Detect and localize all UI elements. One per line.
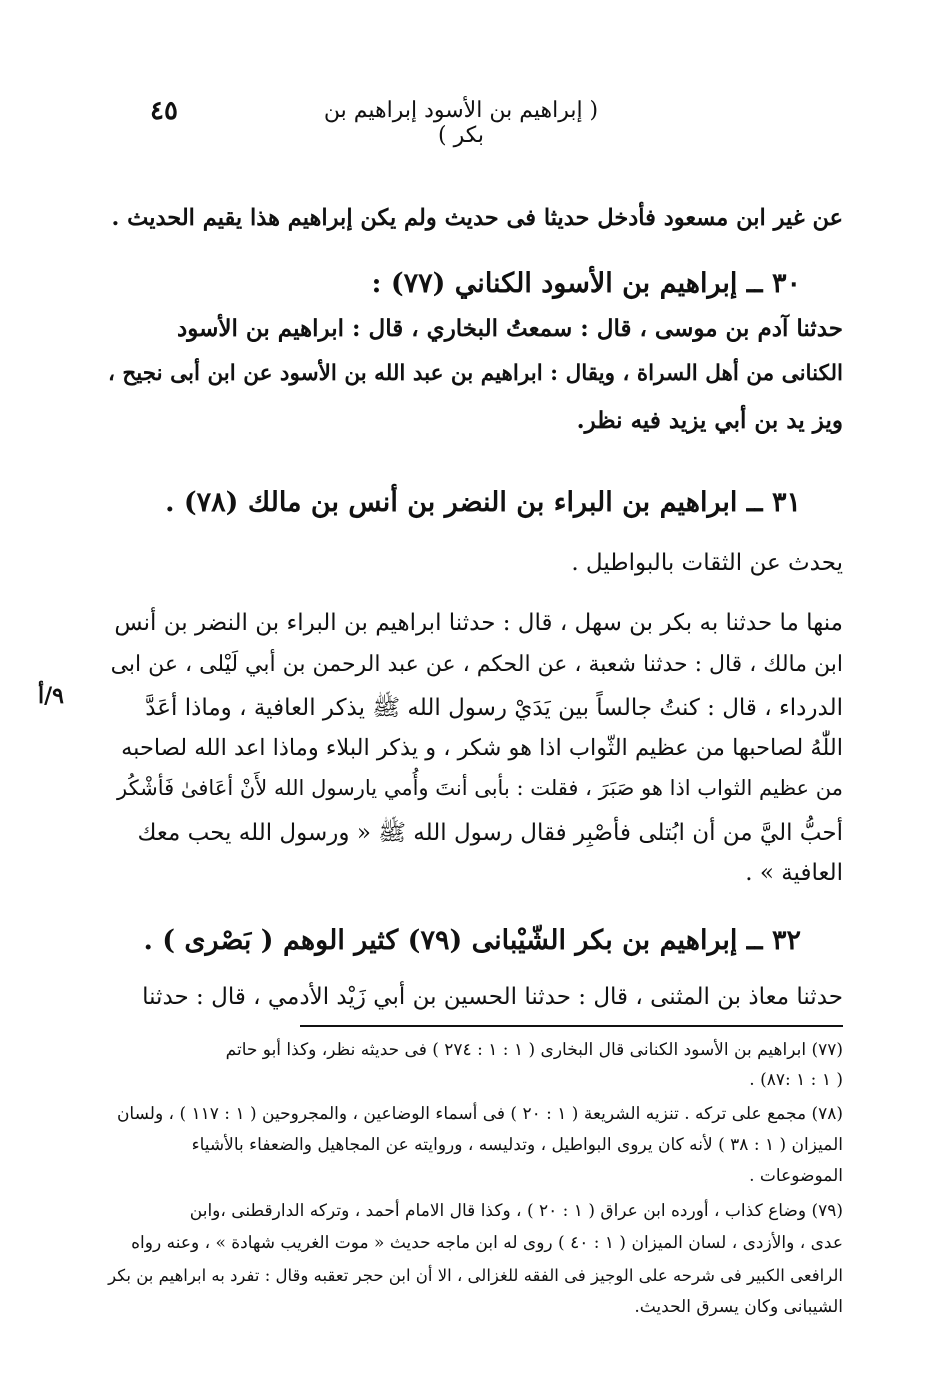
page-number: ٤٥ (150, 96, 178, 126)
entry-31-heading: ٣١ ــ ابراهيم بن البراء بن النضر بن أنس بن مالك (٧٨) . (165, 487, 801, 518)
entry-31-line-1: منها ما حدثنا به بكر بن سهل ، قال : حدثنا ابراهيم بن البراء بن النضر بن أنس (114, 610, 843, 636)
footnote-79-line-4: الشيبانى وكان يسرق الحديث. (634, 1297, 843, 1317)
running-header-title: ( إبراهيم بن الأسود إبراهيم بن بكر ) (323, 98, 599, 148)
footnote-separator (300, 1025, 843, 1027)
footnote-78-line-2: الميزان ( ١ : ٣٨ ) لأنه كان يروى البواطيل ، وتدليسه ، وروايته عن المجاهيل والضعفاء بالأشياء (191, 1135, 843, 1155)
entry-31-line-6: أحبُّ اليَّ من أن ابُتلى فأصْبِر فقال رسول الله ﷺ « ورسول الله يحب معك (137, 820, 843, 846)
footnote-77-line-2: ( ١ : ١ :٨٧) . (749, 1070, 843, 1090)
footnote-79-line-1: (٧٩) وضاع كذاب ، أورده ابن عراق ( ١ : ٢٠ ) ، وكذا قال الامام أحمد ، وتركه الدارقطنى ،وابن (189, 1201, 843, 1221)
intro-line: عن غير ابن مسعود فأدخل حديثا فى حديث ولم يكن إبراهيم هذا يقيم الحديث . (111, 205, 843, 231)
margin-folio-note: ٩/أ (38, 683, 64, 709)
entry-32-heading: ٣٢ ــ إبراهيم بن بكر الشّيْبانى (٧٩) كثير الوهم ( بَصْرى ) . (143, 925, 801, 956)
entry-31-line-5: من عظيم الثواب اذا هو صَبَرَ ، فقلت : بأبى أنتَ وأُمي يارسول الله لأَنْ أعَافىٰ فَأشْكُر (117, 776, 843, 800)
footnote-78-line-1: (٧٨) مجمع على تركه . تنزيه الشريعة ( ١ : ٢٠ ) فى أسماء الوضاعين ، والمجروحين ( ١ : ١١٧ ) ، ولسان (116, 1104, 843, 1124)
entry-30-line-1: حدثنا آدم بن موسى ، قال : سمعتُ البخاري ، قال : ابراهيم بن الأسود (176, 315, 843, 342)
entry-30-line-2: الكنانى من أهل السراة ، ويقال : ابراهيم بن عبد الله بن الأسود عن ابن أبى نجيح ، (107, 361, 843, 386)
footnote-79-line-2: عدى ، والأزدى ، لسان الميزان ( ١ : ٤٠ ) روى له ابن ماجه حديث « موت الغريب شهادة » ، وعنه رواه (131, 1233, 843, 1253)
entry-30-line-3: ويز يد بن أبي يزيد فيه نظر. (576, 407, 843, 434)
entry-31-line-7: العافية » . (745, 860, 843, 886)
footnote-79-line-3: الرافعى الكبير فى شرحه على الوجيز فى الفقه للغزالى ، الا أن ابن حجر تعقبه وقال : تفرد به ابراهيم بن بكر (108, 1266, 843, 1285)
entry-31-line-4: اللّٰهُ لصاحبها من عظيم الثّواب اذا هو شكر ، و يذكر البلاء وماذا اعد الله لصاحبه (121, 735, 843, 761)
footnote-78-line-3: الموضوعات . (749, 1166, 843, 1186)
footnote-77-line-1: (٧٧) ابراهيم بن الأسود الكنانى قال البخارى ( ١ : ١ : ٢٧٤ ) فى حديثه نظر، وكذا أبو حاتم (225, 1040, 843, 1060)
entry-31-note: يحدث عن الثقات بالبواطيل . (571, 550, 843, 576)
entry-30-heading: ٣٠ ــ إبراهيم بن الأسود الكناني (٧٧) : (371, 268, 801, 299)
entry-32-line-1: حدثنا معاذ بن المثنى ، قال : حدثنا الحسين بن أبي زَيْد الأدمي ، قال : حدثنا (142, 984, 843, 1010)
entry-31-line-2: ابن مالك ، قال : حدثنا شعبة ، عن الحكم ، عن عبد الرحمن بن أبي لَيْلى ، عن ابى (110, 652, 843, 677)
entry-31-line-3: الدرداء ، قال : كنتُ جالساً بين يَدَيْ رسول الله ﷺ يذكر العافية ، وماذا أعَدَّ (145, 695, 843, 721)
